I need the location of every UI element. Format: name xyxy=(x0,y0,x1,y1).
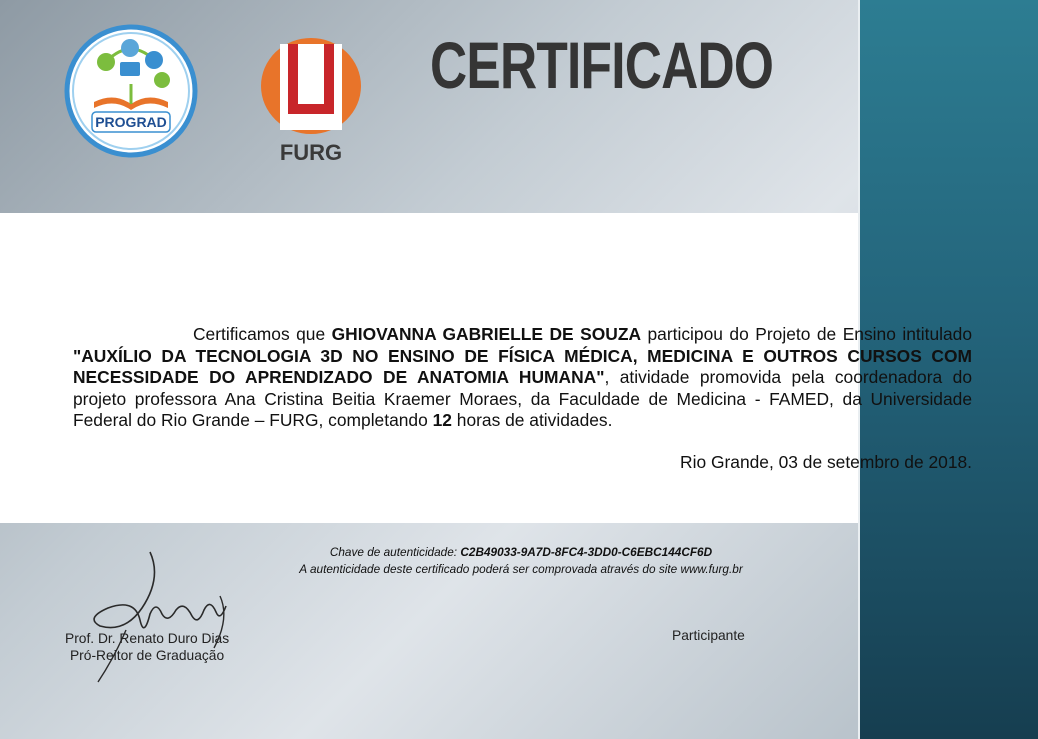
intro-text: Certificamos que xyxy=(193,324,326,344)
signer-block xyxy=(65,630,229,664)
authenticity-note: A autenticidade deste certificado poderá ser comprovada através do site www.furg.br xyxy=(299,562,743,576)
authenticity-key-label: Chave de autenticidade: xyxy=(329,545,458,559)
signer-role: Pró-Reitor de Graduação xyxy=(69,648,225,663)
body-text-2: , atividade promovida pela coordenadora do projeto professora Ana Cristina Beitia Kraemer Moraes, da Faculdade de Medicina - FAMED, da Universidade Federal do Rio Grande – FURG, completando xyxy=(73,367,972,430)
body-text-1: participou do Projeto de Ensino intitulado xyxy=(647,324,972,344)
recipient-name: GHIOVANNA GABRIELLE DE SOUZA xyxy=(331,324,642,344)
body-text-3: horas de atividades. xyxy=(456,410,613,430)
certificate-body xyxy=(73,324,972,432)
hours-value: 12 xyxy=(432,410,452,430)
prograd-logo-text: PROGRAD xyxy=(95,114,167,130)
project-title: "AUXÍLIO DA TECNOLOGIA 3D NO ENSINO DE FÍSICA MÉDICA, MEDICINA E OUTROS CURSOS COM NECESSIDADE DO APRENDIZADO DE ANATOMIA HUMANA" xyxy=(73,345,972,387)
authenticity-key-value: C2B49033-9A7D-8FC4-3DD0-C6EBC144CF6D xyxy=(460,545,713,559)
prograd-logo xyxy=(64,24,198,158)
certificate-title: CERTIFICADO xyxy=(430,28,774,102)
signature-drawing xyxy=(80,548,240,688)
furg-logo xyxy=(258,36,364,166)
participant-label: Participante xyxy=(672,628,745,643)
signer-name: Prof. Dr. Renato Duro Dias xyxy=(65,631,230,646)
authenticity-block xyxy=(210,544,832,578)
authenticity-key-line xyxy=(210,544,832,561)
date-line: Rio Grande, 03 de setembro de 2018. xyxy=(680,452,972,472)
furg-logo-text: FURG xyxy=(279,140,343,165)
